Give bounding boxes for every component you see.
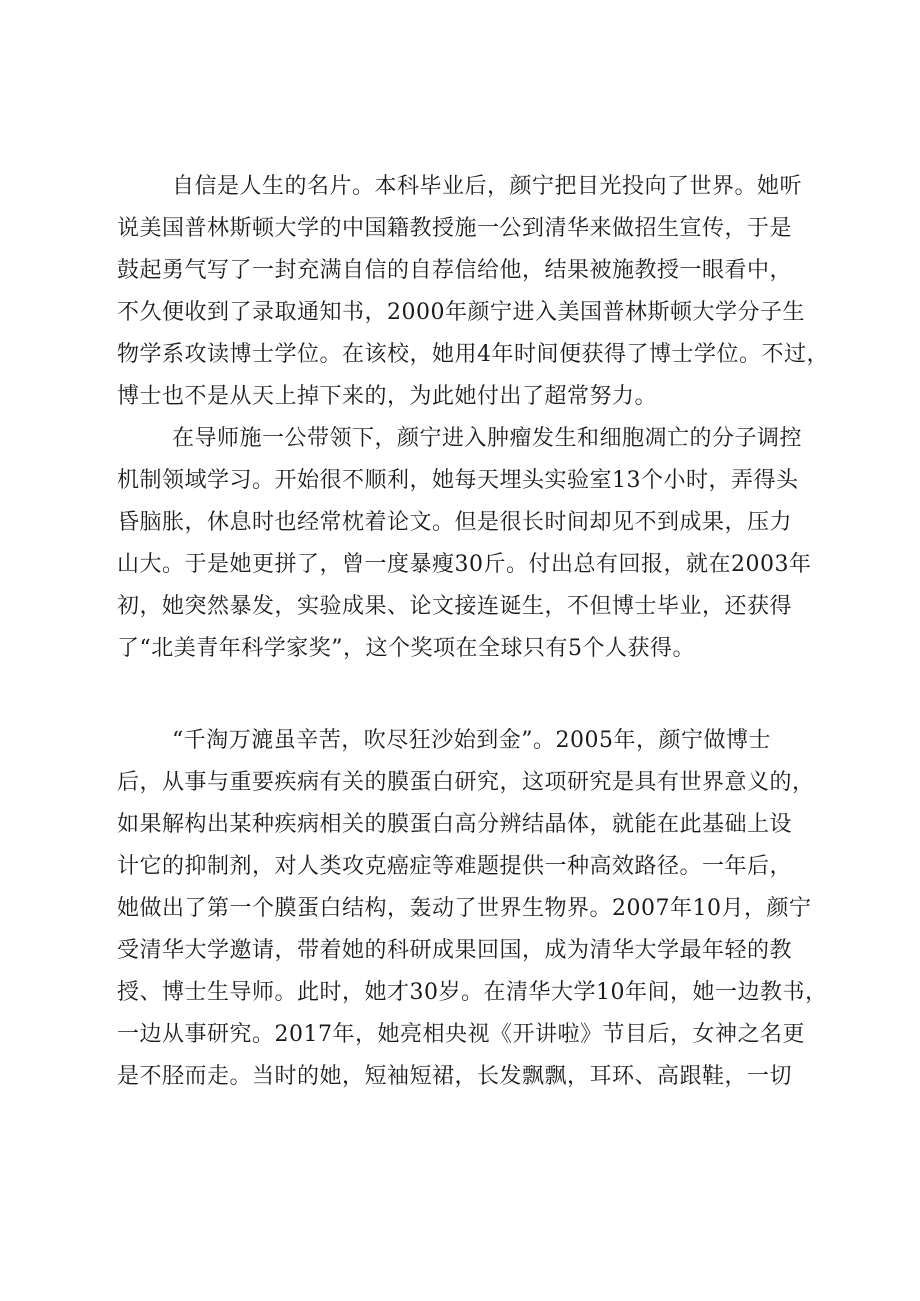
text-line: 受清华大学邀请，带着她的科研成果回国，成为清华大学最年轻的教 bbox=[117, 938, 793, 963]
text-line: 计它的抑制剂，对人类攻克癌症等难题提供一种高效路径。一年后， bbox=[117, 854, 793, 879]
text-line: 初，她突然暴发，实验成果、论文接连诞生，不但博士毕业，还获得 bbox=[117, 594, 793, 619]
text-line: 在导师施一公带领下，颜宁进入肿瘤发生和细胞凋亡的分子调控 bbox=[172, 426, 803, 451]
text-line: 自信是人生的名片。本科毕业后，颜宁把目光投向了世界。她听 bbox=[172, 174, 803, 199]
text-line: 鼓起勇气写了一封充满自信的自荐信给他，结果被施教授一眼看中， bbox=[117, 258, 793, 283]
text-line: 后，从事与重要疾病有关的膜蛋白研究，这项研究是具有世界意义的， bbox=[117, 770, 815, 795]
text-line: 了“北美青年科学家奖”，这个奖项在全球只有5个人获得。 bbox=[117, 636, 695, 661]
text-line: 山大。于是她更拼了，曾一度暴瘦30斤。付出总有回报，就在2003年 bbox=[117, 552, 812, 577]
text-block-1 bbox=[117, 166, 829, 670]
text-line: 她做出了第一个膜蛋白结构，轰动了世界生物界。2007年10月，颜宁 bbox=[117, 896, 812, 921]
text-line: 昏脑胀，休息时也经常枕着论文。但是很长时间却见不到成果，压力 bbox=[117, 510, 793, 535]
text-line: 如果解构出某种疾病相关的膜蛋白高分辨结晶体，就能在此基础上设 bbox=[117, 812, 793, 837]
text-line: 机制领域学习。开始很不顺利，她每天埋头实验室13个小时，弄得头 bbox=[117, 468, 799, 493]
text-line: 一边从事研究。2017年，她亮相央视《开讲啦》节目后，女神之名更 bbox=[117, 1022, 805, 1047]
text-block-2 bbox=[117, 720, 828, 1098]
text-line: 授、博士生导师。此时，她才30岁。在清华大学10年间，她一边教书， bbox=[117, 980, 828, 1005]
text-line: 博士也不是从天上掉下来的，为此她付出了超常努力。 bbox=[117, 384, 658, 409]
text-line: 说美国普林斯顿大学的中国籍教授施一公到清华来做招生宣传，于是 bbox=[117, 216, 793, 241]
text-line: 是不胫而走。当时的她，短袖短裙，长发飘飘，耳环、高跟鞋，一切 bbox=[117, 1064, 793, 1089]
text-line: “千淘万漉虽辛苦，吹尽狂沙始到金”。2005年，颜宁做博士 bbox=[172, 728, 771, 753]
text-line: 不久便收到了录取通知书，2000年颜宁进入美国普林斯顿大学分子生 bbox=[117, 300, 805, 325]
text-line: 物学系攻读博士学位。在该校，她用4年时间便获得了博士学位。不过， bbox=[117, 342, 829, 367]
